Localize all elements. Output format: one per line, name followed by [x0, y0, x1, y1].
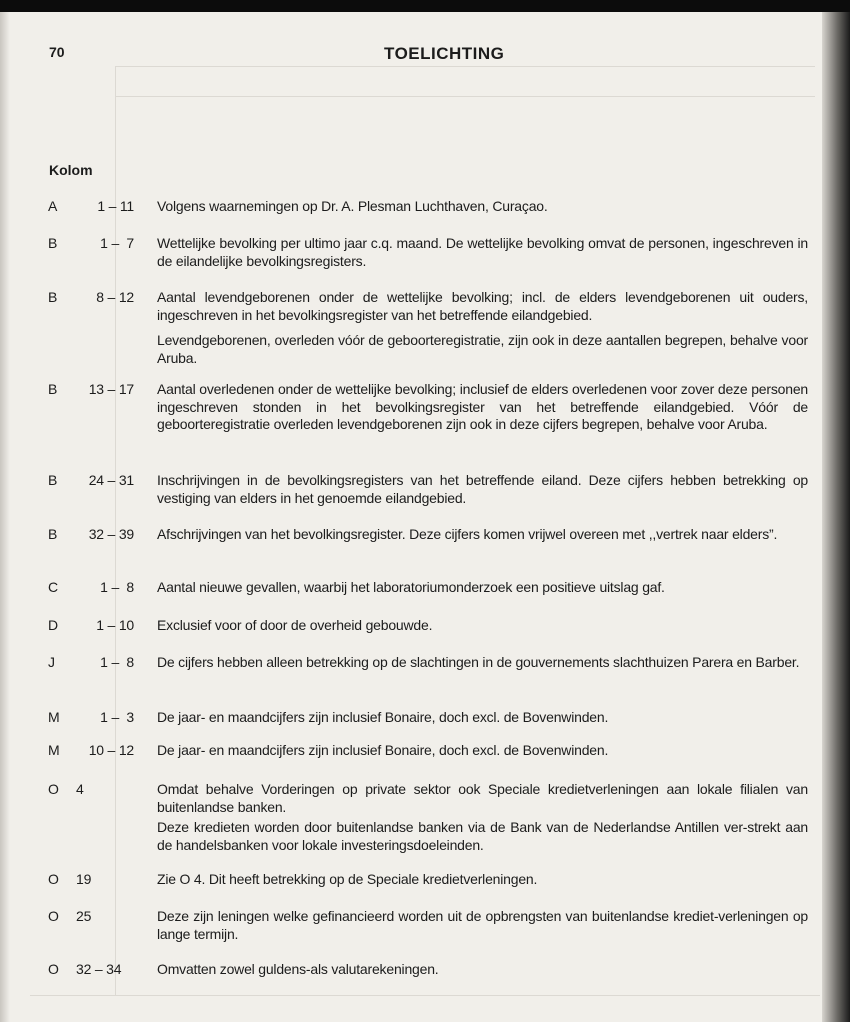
note-text: Aantal levendgeborenen onder de wettelijke bevolking; incl. de elders levendgeborenen uit ouders, ingeschreven in het bevolkingsregister van het betreffende eilandgebied. — [157, 289, 808, 323]
note-text: Aantal overledenen onder de wettelijke bevolking; inclusief de elders overledenen voor zover deze personen ingeschreven stonden in het bevolkingsregister van het betreffende eilandgebied. Vóór de geboorteregistratie overleden levendgeborenen zijn ook in deze cijfers begrepen, behalve voor Aruba. — [157, 381, 808, 432]
column-letter: M — [48, 709, 60, 725]
note-text: Aantal nieuwe gevallen, waarbij het laboratoriumonderzoek een positieve uitslag gaf. — [157, 579, 665, 595]
column-letter: M — [48, 742, 60, 758]
column-letter: B — [48, 289, 58, 305]
note-text: Exclusief voor of door de overheid gebouwde. — [157, 617, 433, 633]
note-text: De jaar- en maandcijfers zijn inclusief Bonaire, doch excl. de Bovenwinden. — [157, 742, 609, 758]
column-range: 10 – 12 — [88, 742, 134, 758]
note-text: Inschrijvingen in de bevolkingsregisters van het betreffende eiland. Deze cijfers hebben betrekking op vestiging van elders in het genoemde eilandgebied. — [157, 472, 808, 506]
column-range: 32 – 34 — [76, 961, 122, 977]
note-text: Afschrijvingen van het bevolkingsregister. Deze cijfers komen vrijwel overeen met ,,vertrek naar elders”. — [157, 526, 778, 542]
column-range: 32 – 39 — [88, 526, 134, 542]
column-range: 1 – 3 — [100, 709, 134, 725]
note-text: Volgens waarnemingen op Dr. A. Plesman Luchthaven, Curaçao. — [157, 198, 548, 214]
bleed-through-line — [115, 96, 815, 97]
column-range: 25 — [76, 908, 92, 924]
note-text: De cijfers hebben alleen betrekking op de slachtingen in de gouvernements slachthuizen Parera en Barber. — [157, 654, 800, 670]
column-range: 8 – 12 — [96, 289, 134, 305]
page-title: TOELICHTING — [384, 44, 505, 63]
column-range: 1 – 11 — [97, 198, 134, 214]
column-letter: B — [48, 526, 58, 542]
column-letter: B — [48, 472, 58, 488]
note-text: Zie O 4. Dit heeft betrekking op de Speciale kredietverleningen. — [157, 871, 538, 887]
note-text: Levendgeborenen, overleden vóór de geboorteregistratie, zijn ook in deze aantallen begrepen, behalve voor Aruba. — [157, 332, 808, 366]
scan-left-edge — [0, 12, 10, 1022]
scan-top-edge — [0, 0, 850, 12]
column-letter: D — [48, 617, 58, 633]
column-range: 13 – 17 — [88, 381, 134, 397]
column-letter: J — [48, 654, 55, 670]
column-letter: B — [48, 235, 58, 251]
bleed-through-line — [30, 995, 820, 996]
column-range: 19 — [76, 871, 92, 887]
column-letter: O — [48, 871, 59, 887]
note-text: Wettelijke bevolking per ultimo jaar c.q. maand. De wettelijke bevolking omvat de personen, ingeschreven in de eilandelijke bevolkingsregisters. — [157, 235, 808, 269]
note-text: Omvatten zowel guldens-als valutarekeningen. — [157, 961, 439, 977]
column-range: 24 – 31 — [88, 472, 134, 488]
note-text: Omdat behalve Vorderingen op private sektor ook Speciale kredietverleningen aan lokale filialen van buitenlandse banken. — [157, 781, 808, 815]
page-binding-edge — [822, 12, 850, 1022]
note-text: De jaar- en maandcijfers zijn inclusief Bonaire, doch excl. de Bovenwinden. — [157, 709, 609, 725]
column-range: 1 – 8 — [100, 654, 134, 670]
column-letter: A — [48, 198, 58, 214]
column-range: 1 – 8 — [100, 579, 134, 595]
column-letter: O — [48, 781, 59, 797]
column-range: 1 – 10 — [96, 617, 134, 633]
column-letter: O — [48, 908, 59, 924]
column-letter: B — [48, 381, 58, 397]
column-letter: O — [48, 961, 59, 977]
note-text: Deze zijn leningen welke gefinancieerd worden uit de opbrengsten van buitenlandse krediet-verleningen op lange termijn. — [157, 908, 808, 942]
column-range: 4 — [76, 781, 84, 797]
bleed-through-line — [115, 66, 815, 67]
column-range: 1 – 7 — [100, 235, 134, 251]
column-letter: C — [48, 579, 58, 595]
kolom-heading: Kolom — [49, 162, 93, 178]
note-text: Deze kredieten worden door buitenlandse banken via de Bank van de Nederlandse Antillen ver-strekt aan de handelsbanken voor lokale investeringsdoeleinden. — [157, 819, 808, 853]
page-number: 70 — [49, 44, 65, 60]
